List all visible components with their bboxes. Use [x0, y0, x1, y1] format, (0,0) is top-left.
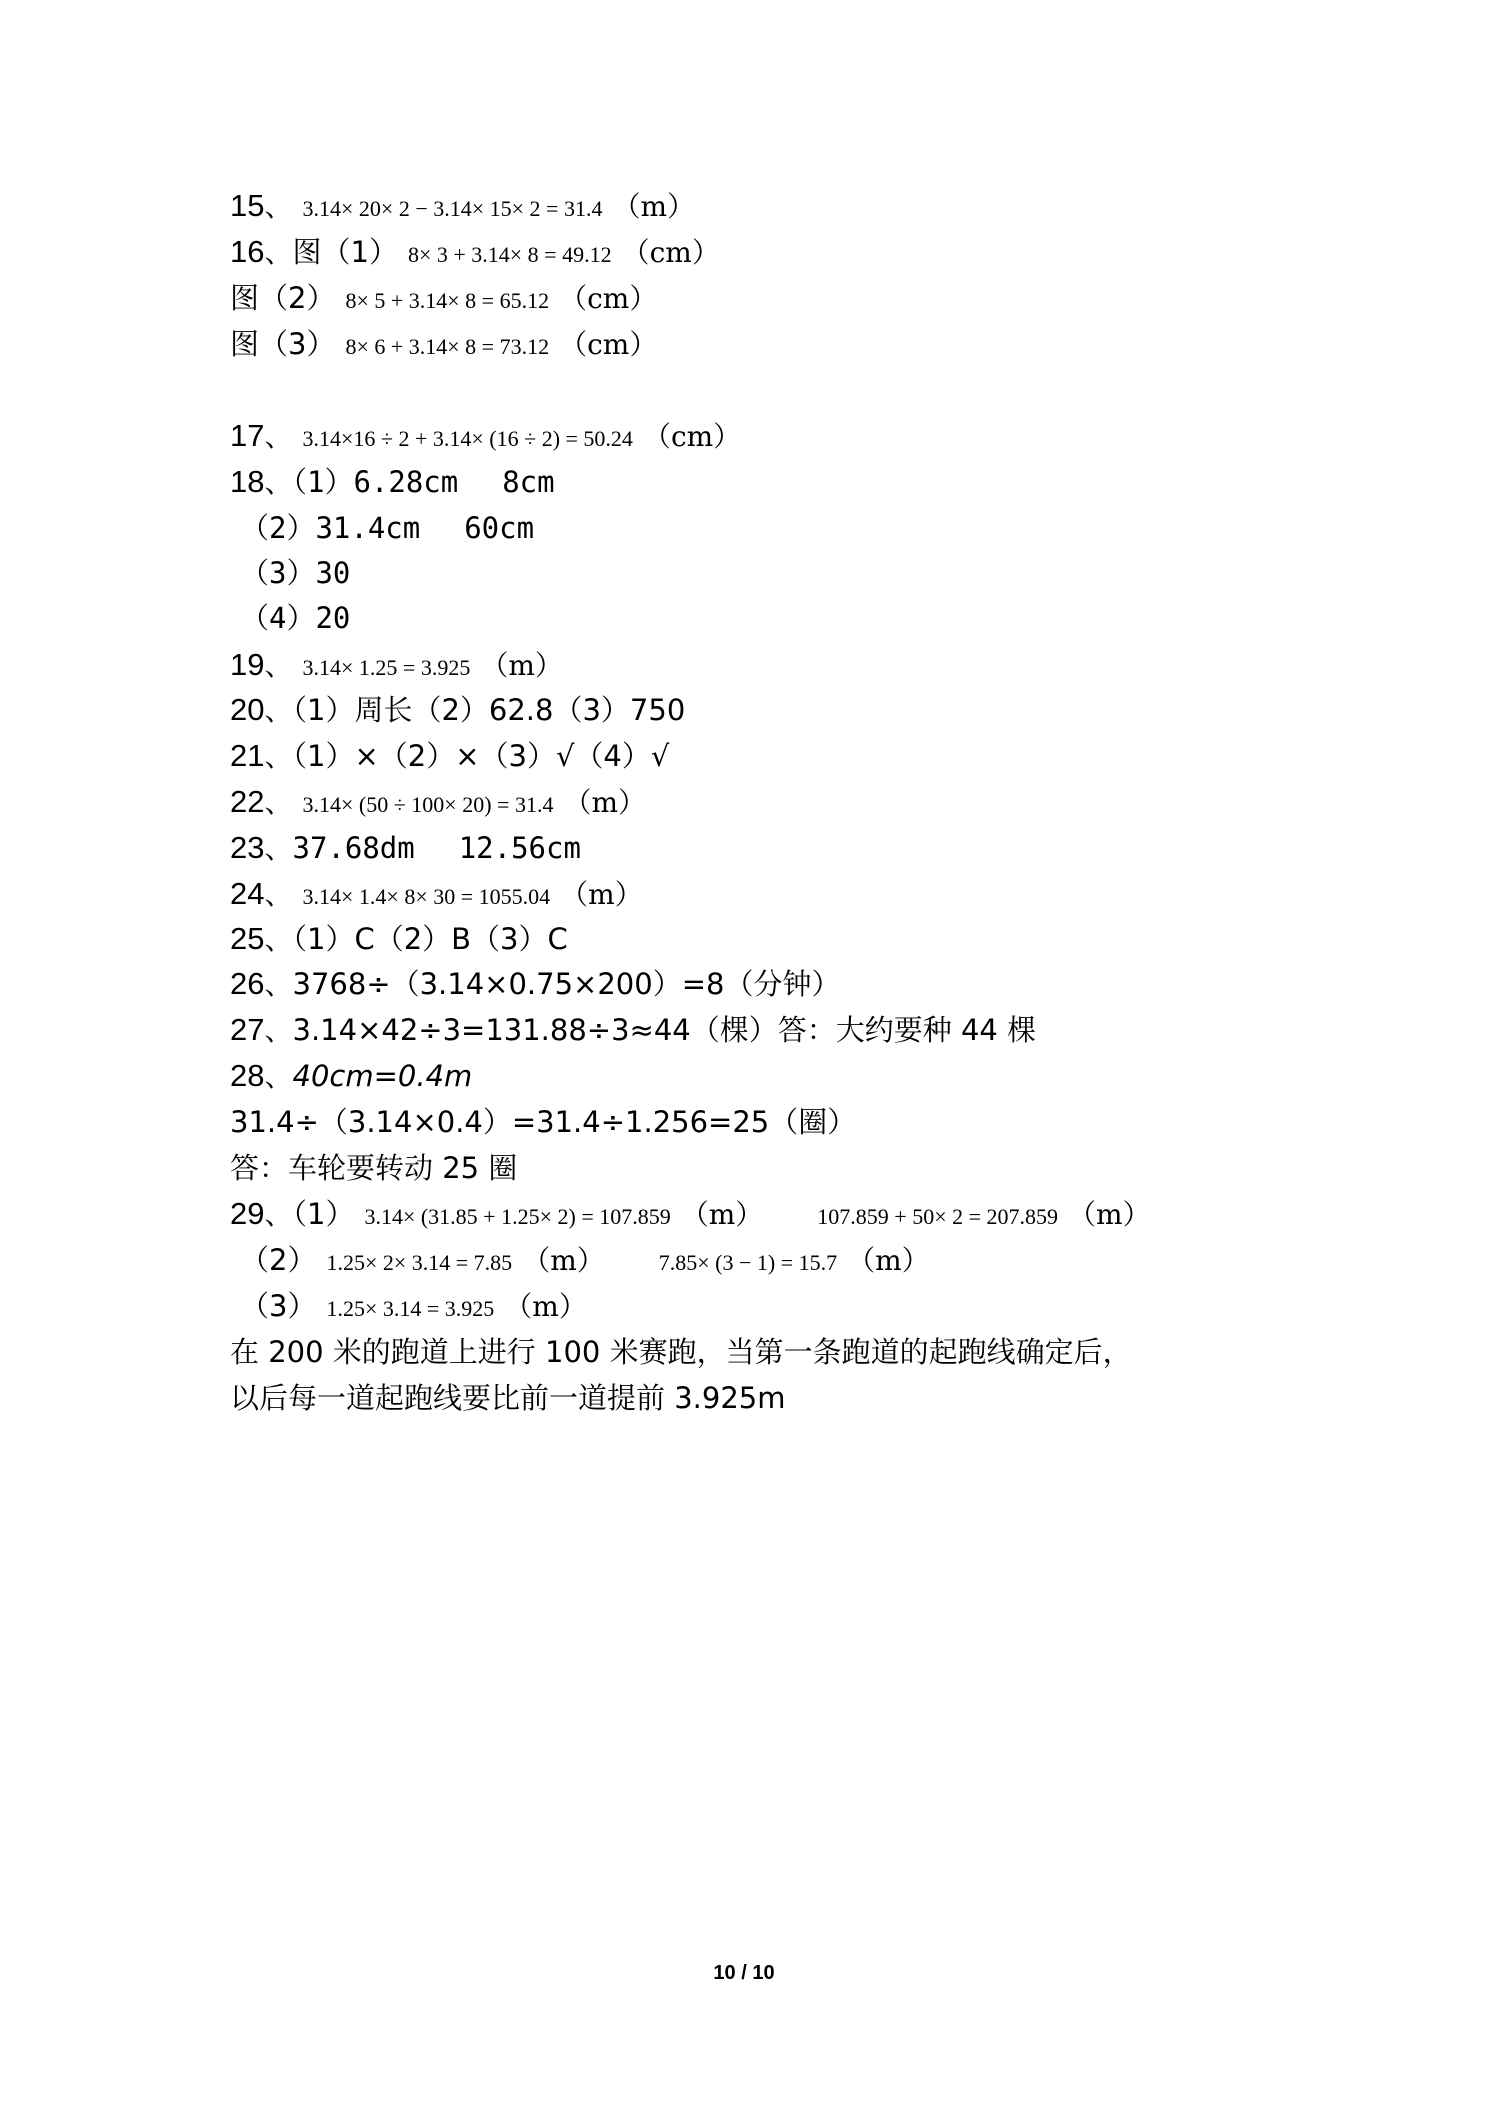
- unit: （cm）: [642, 420, 742, 453]
- unit: （m）: [560, 878, 643, 911]
- formula: 3.14× (50 ÷ 100× 20) = 31.4: [302, 792, 554, 817]
- figure-label: 图（2）: [230, 281, 336, 315]
- answer-16-figure-2: [230, 278, 657, 321]
- unit: （m）: [480, 649, 563, 682]
- formula: 3.14× 20× 2 − 3.14× 15× 2 = 31.4: [302, 196, 603, 221]
- answer-part: 12.56cm: [458, 831, 581, 865]
- answer-part: 60cm: [464, 511, 535, 545]
- item-separator: 、: [264, 694, 293, 727]
- answer-18-part-3: [240, 553, 350, 594]
- answer-part: （2）31.4cm: [240, 511, 421, 545]
- item-number: 22: [230, 784, 265, 819]
- item-separator: 、: [264, 968, 293, 1001]
- item-separator: 、: [264, 1060, 293, 1093]
- answer-24: [230, 874, 643, 917]
- answer-26: [230, 964, 840, 1005]
- formula: 3.14× 1.4× 8× 30 = 1055.04: [302, 884, 551, 909]
- unit: （m）: [847, 1244, 930, 1277]
- page-number: 10 / 10: [713, 1962, 775, 1984]
- answer-part: 8cm: [502, 465, 555, 499]
- item-number: 27: [230, 1012, 265, 1047]
- sub-label: （2）: [240, 1243, 317, 1277]
- answer-29-part-2: [240, 1240, 930, 1283]
- answer-16-figure-3: [230, 324, 657, 367]
- formula: 8× 3 + 3.14× 8 = 49.12: [407, 242, 612, 267]
- answer-21: [230, 736, 669, 777]
- formula: 107.859 + 50× 2 = 207.859: [817, 1204, 1059, 1229]
- explanation-line-1: [230, 1332, 1132, 1373]
- answer-part: （1）6.28cm: [292, 465, 459, 499]
- item-number: 20: [230, 692, 265, 727]
- answer-part: 37.68dm: [292, 831, 415, 865]
- item-number: 23: [230, 830, 265, 865]
- item-number: 16: [230, 234, 265, 269]
- formula: 7.85× (3 − 1) = 15.7: [658, 1250, 838, 1275]
- item-separator: 、: [264, 786, 293, 819]
- item-separator: 、: [264, 190, 293, 223]
- answer-17: [230, 416, 741, 459]
- unit: （m）: [522, 1244, 605, 1277]
- item-number: 24: [230, 876, 265, 911]
- paragraph-text: 以后每一道起跑线要比前一道提前 3.925m: [230, 1381, 786, 1415]
- answer-20: [230, 690, 685, 731]
- sub-label: （1）: [292, 1197, 355, 1231]
- unit: （m）: [563, 786, 647, 819]
- unit: （m）: [680, 1198, 764, 1231]
- figure-label: 图（1）: [292, 235, 398, 269]
- sub-label: （3）: [240, 1289, 317, 1323]
- answer-23: [230, 828, 581, 869]
- answer-text: （1）周长（2）62.8（3）750: [292, 693, 686, 727]
- formula: 3.14× 1.25 = 3.925: [302, 655, 471, 680]
- item-separator: 、: [264, 420, 293, 453]
- answer-22: [230, 782, 646, 825]
- answer-text: （1）×（2）×（3）√（4）√: [292, 739, 670, 773]
- item-number: 19: [230, 647, 265, 682]
- answer-28-step-2: [230, 1102, 856, 1143]
- item-number: 17: [230, 418, 265, 453]
- item-number: 18: [230, 464, 265, 499]
- answer-27: [230, 1010, 1036, 1051]
- item-number: 28: [230, 1058, 265, 1093]
- answer-15: [230, 186, 695, 229]
- answer-part: （4）20: [240, 601, 351, 635]
- formula: 8× 6 + 3.14× 8 = 73.12: [345, 334, 550, 359]
- answer-25: [230, 919, 568, 960]
- paragraph-text: 在 200 米的跑道上进行 100 米赛跑，当第一条跑道的起跑线确定后，: [230, 1335, 1132, 1369]
- answer-text: 3.14×42÷3=131.88÷3≈44（棵）答：大约要种 44 棵: [292, 1013, 1037, 1047]
- answer-text: 31.4÷（3.14×0.4）=31.4÷1.256=25（圈）: [230, 1105, 857, 1139]
- answer-text: （1）C（2）B（3）C: [292, 922, 568, 956]
- answer-29: [230, 1194, 1151, 1237]
- unit: （m）: [612, 190, 696, 223]
- unit: （m）: [504, 1290, 587, 1323]
- item-separator: 、: [264, 1014, 293, 1047]
- answer-29-part-3: [240, 1286, 587, 1329]
- answer-28-conclusion: [230, 1148, 517, 1189]
- answer-18-part-2: [240, 508, 534, 549]
- formula: 8× 5 + 3.14× 8 = 65.12: [345, 288, 550, 313]
- answer-part: （3）30: [240, 556, 351, 590]
- answer-text: 40cm=0.4m: [292, 1059, 473, 1093]
- unit: （m）: [1068, 1198, 1151, 1231]
- explanation-line-2: [230, 1378, 786, 1419]
- answer-16: [230, 232, 720, 275]
- formula: 3.14×16 ÷ 2 + 3.14× (16 ÷ 2) = 50.24: [302, 426, 633, 451]
- answer-text: 答：车轮要转动 25 圈: [230, 1151, 518, 1185]
- item-number: 26: [230, 966, 265, 1001]
- answer-text: 3768÷（3.14×0.75×200）=8（分钟）: [292, 967, 841, 1001]
- answer-18-part-4: [240, 598, 350, 639]
- item-separator: 、: [264, 923, 293, 956]
- item-number: 15: [230, 188, 265, 223]
- item-separator: 、: [264, 832, 293, 865]
- formula: 1.25× 3.14 = 3.925: [326, 1296, 495, 1321]
- answer-28: [230, 1056, 472, 1097]
- unit: （cm）: [559, 328, 658, 361]
- formula: 3.14× (31.85 + 1.25× 2) = 107.859: [364, 1204, 671, 1229]
- item-separator: 、: [264, 1198, 293, 1231]
- item-separator: 、: [264, 649, 293, 682]
- item-number: 21: [230, 738, 265, 773]
- figure-label: 图（3）: [230, 327, 336, 361]
- answer-19: [230, 645, 563, 688]
- item-separator: 、: [264, 740, 293, 773]
- item-separator: 、: [264, 236, 293, 269]
- formula: 1.25× 2× 3.14 = 7.85: [326, 1250, 513, 1275]
- unit: （cm）: [559, 282, 658, 315]
- item-separator: 、: [264, 466, 293, 499]
- answer-18: [230, 462, 555, 503]
- unit: （cm）: [621, 236, 720, 269]
- item-number: 25: [230, 921, 265, 956]
- item-separator: 、: [264, 878, 293, 911]
- item-number: 29: [230, 1196, 265, 1231]
